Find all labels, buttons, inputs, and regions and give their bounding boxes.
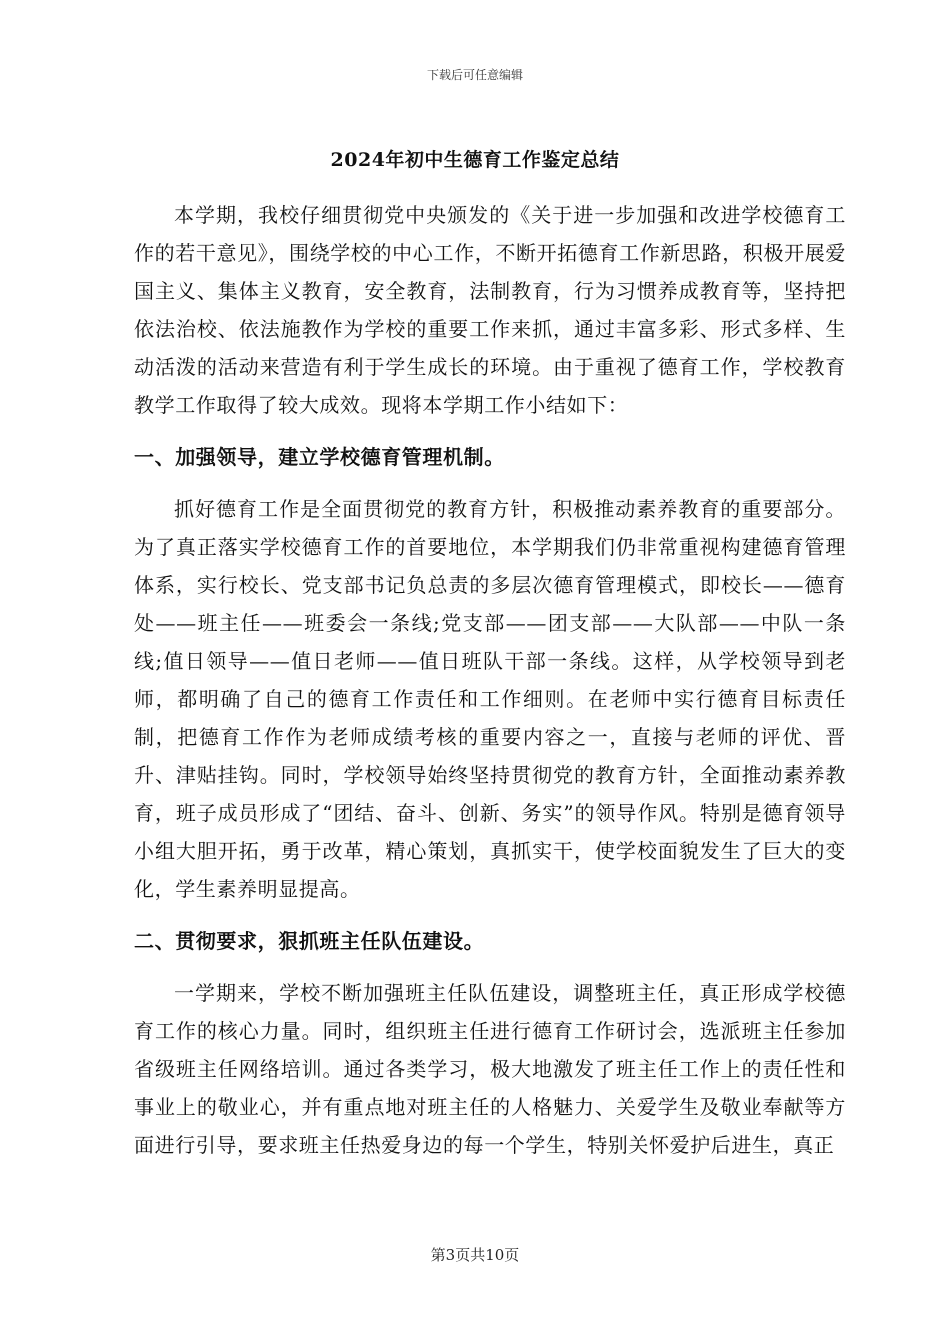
section-paragraph-1: 抓好德育工作是全面贯彻党的教育方针，积极推动素养教育的重要部分。为了真正落实学校德育工作的首要地位，本学期我们仍非常重视构建德育管理体系，实行校长、党支部书记负总责的多层次德育管理模式，即校长——德育处——班主任——班委会一条线;党支部——团支部——大队部——中队一条线;值日领导——值日老师——值日班队干部一条线。这样，从学校领导到老师，都明确了自己的德育工作责任和工作细则。在老师中实行德育目标责任制，把德育工作作为老师成绩考核的重要内容之一，直接与老师的评优、晋升、津贴挂钩。同时，学校领导始终坚持贯彻党的教育方针，全面推动素养教育，班子成员形成了“团结、奋斗、创新、务实”的领导作风。特别是德育领导小组大胆开拓，勇于改革，精心策划，真抓实干，使学校面貌发生了巨大的变化，学生素养明显提高。 xyxy=(134,497,846,901)
intro-paragraph: 本学期，我校仔细贯彻党中央颁发的《关于进一步加强和改进学校德育工作的若干意见》，围绕学校的中心工作，不断开拓德育工作新思路，积极开展爱国主义、集体主义教育，安全教育，法制教育，行为习惯养成教育等，坚持把依法治校、依法施教作为学校的重要工作来抓，通过丰富多彩、形式多样、生动活泼的活动来营造有利于学生成长的环境。由于重视了德育工作，学校教育教学工作取得了较大成效。现将本学期工作小结如下： xyxy=(134,203,846,417)
section-heading-1: 一、加强领导，建立学校德育管理机制。 xyxy=(134,445,505,469)
document-body xyxy=(134,196,846,1164)
header-note: 下载后可任意编辑 xyxy=(426,68,523,82)
section-paragraph-2: 一学期来，学校不断加强班主任队伍建设，调整班主任，真正形成学校德育工作的核心力量。同时，组织班主任进行德育工作研讨会，选派班主任参加省级班主任网络培训。通过各类学习，极大地激发了班主任工作上的责任性和事业上的敬业心，并有重点地对班主任的人格魅力、关爱学生及敬业奉献等方面进行引导，要求班主任热爱身边的每一个学生，特别关怀爱护后进生，真正 xyxy=(134,981,846,1157)
page-footer: 第3页共10页 xyxy=(430,1246,520,1264)
section-heading-2: 二、贯彻要求，狠抓班主任队伍建设。 xyxy=(134,929,485,953)
document-title: 2024年初中生德育工作鉴定总结 xyxy=(330,149,620,171)
